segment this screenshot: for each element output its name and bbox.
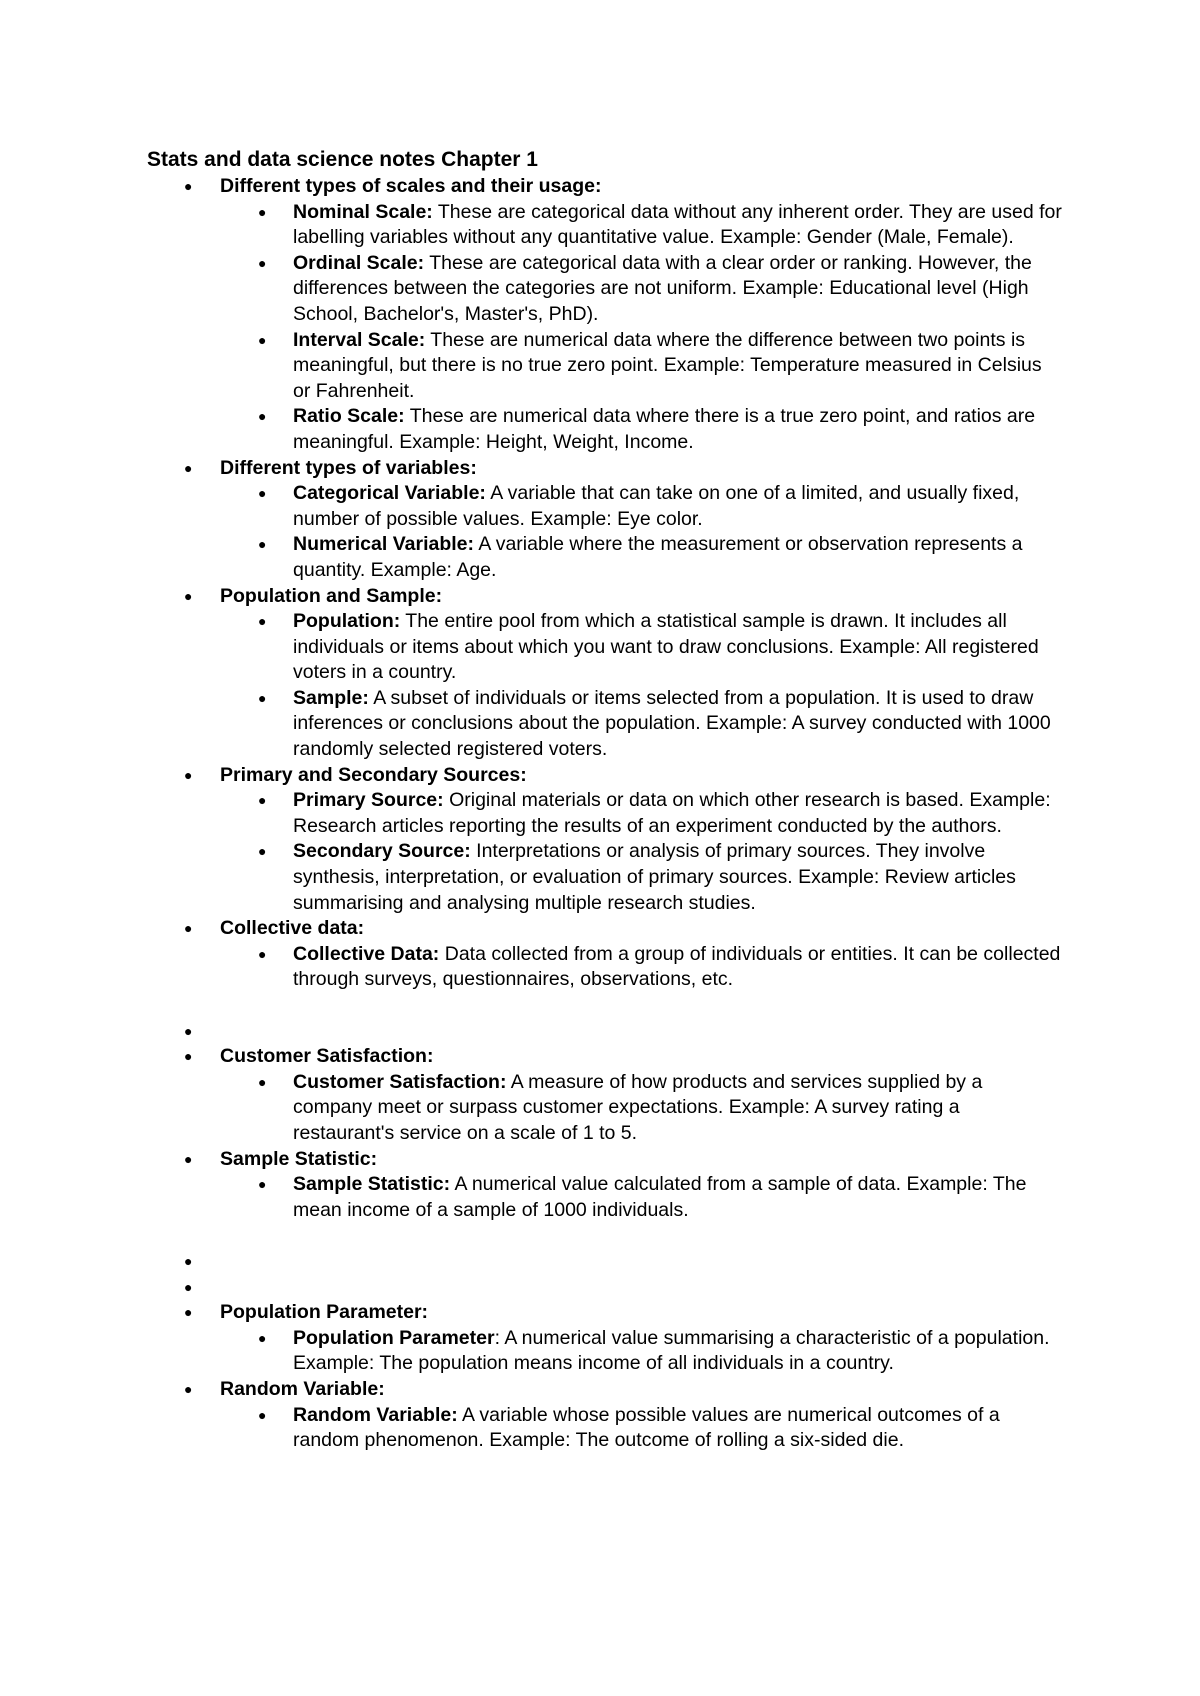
- section-items: [220, 1403, 1100, 1454]
- list-item-numerical-variable: [0, 532, 1064, 583]
- bullet-icon: ●: [258, 1406, 267, 1423]
- list-item-categorical-variable: [0, 481, 1064, 532]
- list-item-primary-source: [0, 788, 1064, 839]
- section-items: [220, 200, 1100, 456]
- item-term: Ordinal Scale:: [293, 251, 425, 274]
- item-term: Interval Scale:: [293, 328, 426, 351]
- list-item-interval-scale: [0, 328, 1064, 405]
- section-items: [220, 609, 1100, 763]
- list-item-customer-satisfaction: [0, 1070, 1064, 1147]
- bullet-icon: ●: [184, 766, 193, 783]
- item-text: The entire pool from which a statistical sample is drawn. It includes all individuals or items about which you want to draw conclusions. Example: All registered voters in a country.: [293, 610, 1039, 684]
- item-term: Population:: [293, 610, 401, 633]
- bullet-icon: ●: [184, 587, 193, 604]
- section-heading: Random Variable:: [220, 1377, 385, 1400]
- section-population-parameter: [0, 1300, 1100, 1377]
- bullet-icon: ●: [184, 1304, 193, 1321]
- section-heading: Population Parameter:: [220, 1301, 429, 1324]
- bullet-icon: ●: [258, 945, 267, 962]
- list-item-ordinal-scale: [0, 251, 1064, 328]
- bullet-icon: ●: [258, 792, 267, 809]
- list-item-nominal-scale: [0, 200, 1064, 251]
- list-item-random-variable: [0, 1403, 1064, 1454]
- bullet-icon: ●: [258, 613, 267, 630]
- bullet-icon: ●: [184, 178, 193, 194]
- item-term: Collective Data:: [293, 942, 440, 965]
- item-text: A variable where the measurement or observation represents a quantity. Example: Age.: [293, 533, 1023, 581]
- section-sources: [0, 763, 1100, 917]
- list-item-ratio-scale: [0, 404, 1064, 455]
- section-items: [220, 1326, 1100, 1377]
- section-sample-statistic: [0, 1147, 1100, 1224]
- section-heading: Collective data:: [220, 917, 365, 940]
- item-term: Nominal Scale:: [293, 200, 433, 223]
- item-text: Data collected from a group of individuals or entities. It can be collected through surveys, questionnaires, observations, etc.: [293, 942, 1061, 991]
- section-heading: Customer Satisfaction:: [220, 1045, 434, 1068]
- bullet-icon: ●: [258, 485, 267, 502]
- bullet-icon: ●: [184, 1150, 193, 1167]
- item-term: Sample:: [293, 686, 369, 709]
- bullet-icon: ●: [258, 331, 267, 348]
- list-item-sample-statistic: [0, 1172, 1064, 1223]
- bullet-icon: ●: [258, 254, 267, 271]
- item-text: A measure of how products and services supplied by a company meet or surpass customer expectations. Example: A survey rating a restaurant's service on a scale of 1 to 5.: [293, 1070, 983, 1144]
- item-term: Categorical Variable:: [293, 482, 486, 505]
- item-text: These are numerical data where there is a true zero point, and ratios are meaningful. Example: Height, Weight, Income.: [293, 405, 1036, 453]
- empty-list-item: [0, 1275, 1100, 1301]
- section-variables: [0, 456, 1100, 584]
- section-population-sample: [0, 584, 1100, 763]
- bullet-icon: ●: [258, 1329, 267, 1346]
- section-heading: Different types of scales and their usage:: [220, 175, 602, 197]
- section-random-variable: [0, 1377, 1100, 1454]
- document-title: Stats and data science notes Chapter 1: [147, 148, 538, 171]
- item-term: Secondary Source:: [293, 840, 471, 863]
- bullet-icon: ●: [258, 843, 267, 860]
- section-items: [220, 942, 1100, 993]
- section-items: [220, 1070, 1100, 1147]
- list-item-collective-data: [0, 942, 1064, 993]
- bullet-icon: ●: [184, 459, 193, 476]
- bullet-icon: ●: [258, 1176, 267, 1193]
- section-collective-data: [0, 916, 1100, 993]
- blank-line: [0, 1223, 1200, 1249]
- section-heading: Population and Sample:: [220, 584, 443, 607]
- bullet-icon: ●: [258, 689, 267, 706]
- bullet-icon: ●: [258, 408, 267, 425]
- list-item-secondary-source: [0, 839, 1064, 916]
- section-scales: [0, 174, 1100, 456]
- item-term: Numerical Variable:: [293, 533, 475, 556]
- bullet-icon: ●: [184, 1380, 193, 1397]
- bullet-icon: ●: [258, 536, 267, 553]
- item-term: Customer Satisfaction:: [293, 1070, 507, 1093]
- section-items: [220, 481, 1100, 583]
- item-text: These are numerical data where the difference between two points is meaningful, but there is no true zero point. Example: Temperature measured in Celsius or Fahrenheit.: [293, 328, 1042, 402]
- empty-list-item: [0, 1249, 1100, 1275]
- item-text: A variable that can take on one of a limited, and usually fixed, number of possible values. Example: Eye color.: [293, 482, 1020, 530]
- list-item-population: [0, 609, 1064, 686]
- section-heading: Different types of variables:: [220, 456, 477, 479]
- item-text: These are categorical data without any inherent order. They are used for labelling variables without any quantitative value. Example: Gender (Male, Female).: [293, 200, 1062, 249]
- bullet-icon: ●: [184, 1278, 193, 1295]
- item-term: Primary Source:: [293, 789, 444, 812]
- item-text: : A numerical value summarising a characteristic of a population. Example: The population means income of all individuals in a country.: [293, 1326, 1050, 1375]
- item-term: Ratio Scale:: [293, 405, 405, 428]
- item-text: Interpretations or analysis of primary sources. They involve synthesis, interpretation, or evaluation of primary sources. Example: Review articles summarising and analysing multiple research studies.: [293, 840, 1016, 914]
- notes-outline: [0, 174, 1200, 1454]
- item-term: Sample Statistic:: [293, 1173, 451, 1196]
- section-items: [220, 788, 1100, 916]
- section-customer-satisfaction: [0, 1044, 1100, 1146]
- list-item-population-parameter: [0, 1326, 1064, 1377]
- bullet-icon: ●: [184, 1048, 193, 1065]
- item-text: Original materials or data on which other research is based. Example: Research articles reporting the results of an experiment conducted by the authors.: [293, 789, 1051, 837]
- item-term: Random Variable:: [293, 1403, 458, 1426]
- item-text: A subset of individuals or items selected from a population. It is used to draw inferences or conclusions about the population. Example: A survey conducted with 1000 randomly selected registered voters.: [293, 686, 1051, 761]
- section-heading: Sample Statistic:: [220, 1147, 378, 1170]
- bullet-icon: ●: [258, 1073, 267, 1090]
- item-term: Population Parameter: [293, 1326, 495, 1349]
- section-heading: Primary and Secondary Sources:: [220, 763, 527, 786]
- bullet-icon: ●: [258, 203, 267, 220]
- item-text: A numerical value calculated from a sample of data. Example: The mean income of a sample of 1000 individuals.: [293, 1173, 1027, 1221]
- empty-list-item: [0, 1019, 1100, 1045]
- list-item-sample: [0, 686, 1064, 763]
- section-items: [220, 1172, 1100, 1223]
- bullet-icon: ●: [184, 920, 193, 937]
- blank-line: [0, 993, 1200, 1019]
- item-text: A variable whose possible values are numerical outcomes of a random phenomenon. Example: The outcome of rolling a six-sided die.: [293, 1403, 1000, 1452]
- bullet-icon: ●: [184, 1252, 193, 1269]
- item-text: These are categorical data with a clear order or ranking. However, the differences between the categories are not uniform. Example: Educational level (High School, Bachelor's, Master's, PhD).: [293, 251, 1032, 325]
- bullet-icon: ●: [184, 1022, 193, 1039]
